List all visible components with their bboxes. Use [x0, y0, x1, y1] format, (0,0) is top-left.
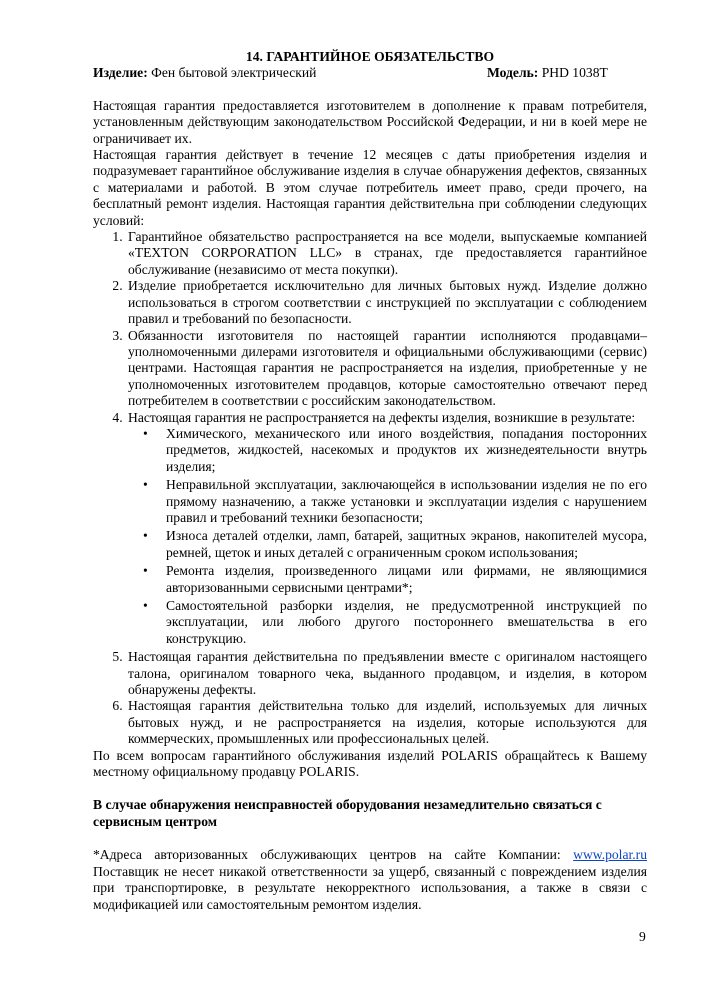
footnote	[93, 847, 647, 913]
product-info	[93, 65, 316, 81]
cause-text: Неправильной эксплуатации, заключающейся в использовании изделия не по его прямому назначению, а также установки и эксплуатации изделия с нарушением правил и требований техники безопасности;	[166, 477, 647, 525]
product-label: Изделие:	[93, 65, 148, 81]
condition-item: 6. Настоящая гарантия действительна только для изделий, используемых для личных бытовых нужд, и не распространяется на изделия, которые используются для коммерческих, промышленных или профессиональных целей.	[126, 698, 647, 747]
footnote-disclaimer: Поставщик не несет никакой ответственности за ущерб, связанный с повреждением изделия при транспортировке, в результате некорректного использования, а также в связи с модификацией или самостоятельным ремонтом изделия.	[93, 863, 647, 912]
website-link[interactable]: www.polar.ru	[573, 847, 647, 863]
page-title: 14. ГАРАНТИЙНОЕ ОБЯЗАТЕЛЬСТВО	[245, 49, 495, 64]
condition-item	[126, 410, 647, 648]
intro-paragraph: Настоящая гарантия действует в течение 12 месяцев с даты приобретения изделия и подразумевает гарантийное обслуживание изделия в случае обнаружения дефектов, связанных с материалами и работой. В этом случае потребитель имеет право, среди прочего, на бесплатный ремонт изделия. Настоящая гарантия действительна при соблюдении следующих условий:	[93, 147, 647, 228]
cause-item	[143, 598, 647, 647]
cause-text: Ремонта изделия, произведенного лицами или фирмами, не являющимися авторизованными сервисными центрами*;	[166, 563, 647, 595]
condition-text: Настоящая гарантия не распространяется на дефекты изделия, возникшие в результате:	[128, 409, 636, 425]
bullet-icon: •	[143, 598, 148, 613]
bullet-icon: •	[143, 528, 148, 544]
model-value: PHD 1038T	[541, 65, 608, 81]
cause-item	[143, 425, 647, 475]
condition-item: 1. Гарантийное обязательство распространяется на все модели, выпускаемые компанией «TEXTON CORPORATION LLC» в странах, где предоставляется гарантийное обслуживание (независимо от места покупки).	[126, 229, 647, 278]
service-note: По всем вопросам гарантийного обслуживания изделий POLARIS обращайтесь к Вашему местному официальному продавцу POLARIS.	[93, 747, 647, 780]
intro-paragraph: Настоящая гарантия предоставляется изготовителем в дополнение к правам потребителя, установленным действующим законодательством Российской Федерации, и ни в коей мере не ограничивает их.	[93, 97, 647, 146]
model-info	[487, 65, 647, 81]
condition-item: 5. Настоящая гарантия действительна по предъявлении вместе с оригиналом настоящего талона, оригиналом товарного чека, выданного продавцом, и изделия, в котором обнаружены дефекты.	[126, 649, 647, 698]
page-content	[93, 49, 647, 913]
bullet-icon: •	[143, 563, 148, 579]
product-value: Фен бытовой электрический	[151, 65, 317, 81]
cause-item	[143, 528, 647, 561]
cause-text: Химического, механического или иного воздействия, попадания посторонних предметов, жидкостей, насекомых и продуктов их жизнедеятельности внутрь изделия;	[166, 425, 647, 474]
product-info-row	[93, 65, 647, 81]
exclusion-causes-list	[128, 426, 647, 647]
cause-text: Износа деталей отделки, ламп, батарей, защитных экранов, накопителей мусора, ремней, щеток и иных деталей с ограниченным сроком использования;	[166, 528, 647, 560]
urgent-notice: В случае обнаружения неисправностей оборудования незамедлительно связаться с сервисным центром	[93, 797, 602, 829]
page-number: 9	[639, 929, 646, 944]
condition-item: 3. Обязанности изготовителя по настоящей гарантии исполняются продавцами– уполномоченными дилерами изготовителя и официальными обслуживающими (сервис) центрами. Настоящая гарантия не распространяется на изделия, приобретенные у не уполномоченных изготовителем продавцов, которые самостоятельно отвечают перед потребителем в соответствии с российским законодательством.	[126, 328, 647, 410]
bullet-icon: •	[143, 425, 148, 441]
warranty-conditions-list	[93, 229, 647, 748]
bullet-icon: •	[143, 477, 148, 493]
cause-text: Самостоятельной разборки изделия, не предусмотренной инструкцией по эксплуатации, или любого другого постороннего вмешательства в его конструкцию.	[166, 598, 647, 646]
cause-item	[143, 477, 647, 526]
footnote-text: *Адреса авторизованных обслуживающих центров на сайте Компании:	[93, 847, 574, 863]
model-label: Модель:	[487, 65, 539, 81]
cause-item	[143, 563, 647, 596]
condition-item: 2. Изделие приобретается исключительно для личных бытовых нужд. Изделие должно использоваться в строгом соответствии с инструкцией по эксплуатации с соблюдением правил и требований по безопасности.	[126, 278, 647, 327]
